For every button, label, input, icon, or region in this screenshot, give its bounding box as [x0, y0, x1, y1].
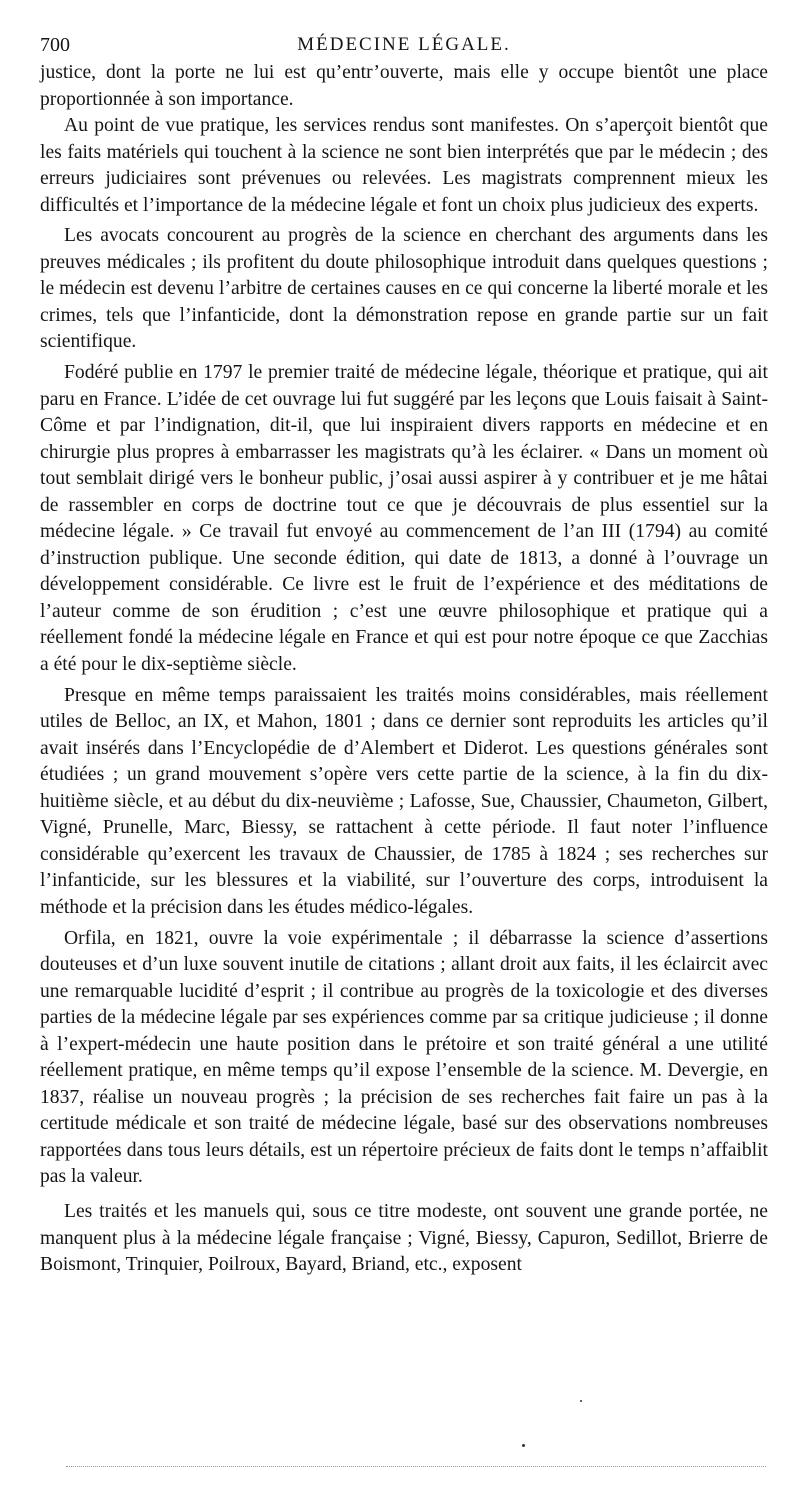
paragraph-fodere: Fodéré publie en 1797 le premier traité de médecine légale, théorique et pratique, qui ait paru en France. L’idée de cet ouvrage lui fut suggéré par les leçons que Louis faisait à Saint-Côme et par l’indignation, dit-il, que lui inspiraient divers rapports en médecine et en chirurgie plus propres à embarrasser les magistrats qu’à les éclairer. « Dans un moment où tout semblait dirigé vers le bonheur public, j’osai aussi aspirer à y contribuer et je me hâtai de rassembler en corps de doctrine tout ce que je découvrais de plus essentiel sur la médecine légale. » Ce travail fut envoyé au commencement de l’an III (1794) au comité d’instruction publique. Une seconde édition, qui date de 1813, a donné à l’ouvrage un développement considérable. Ce livre est le fruit de l’expérience et des méditations de l’auteur comme de son érudition ; c’est une œuvre philosophique et pratique qui a réellement fondé la médecine légale en France et qui est pour notre époque ce que Zacchias a été pour le dix-septième siècle. — [40, 362, 768, 676]
bottom-dotted-rule — [66, 1466, 766, 1467]
print-speck — [580, 1400, 582, 1402]
body-text — [40, 60, 768, 1279]
paragraph-belloc-mahon: Presque en même temps paraissaient les traités moins considérables, mais réellement utiles de Belloc, an IX, et Mahon, 1801 ; dans ce dernier sont reproduits les articles qu’il avait insérés dans l’Encyclopédie de d’Alembert et Diderot. Les questions générales sont étudiées ; un grand mouvement s’opère vers cette partie de la science, à la fin du dix-huitième siècle, et au début du dix-neuvième ; Lafosse, Sue, Chaussier, Chaumeton, Gilbert, Vigné, Prunelle, Marc, Biessy, se rattachent à cette période. Il faut noter l’influence considérable qu’exercent les travaux de Chaussier, de 1785 à 1824 ; ses recherches sur l’infanticide, sur les blessures et la viabilité, sur l’ouverture des corps, introduisent la méthode et la précision dans les études médico-légales. — [40, 684, 768, 918]
paragraph-continuation: justice, dont la porte ne lui est qu’entr’ouverte, mais elle y occupe bientôt une place proportionnée à son importance. — [40, 62, 768, 110]
page — [40, 30, 768, 1279]
running-title: MÉDECINE LÉGALE. — [297, 34, 511, 55]
paragraph-avocats: Les avocats concourent au progrès de la science en cherchant des arguments dans les preuves médicales ; ils profitent du doute philosophique introduit dans quelques questions ; le médecin est devenu l’arbitre de certaines causes en ce qui concerne la liberté morale et les crimes, tels que l’infanticide, dont la démonstration repose en grande partie sur un fait scientifique. — [40, 225, 768, 353]
page-number: 700 — [40, 34, 70, 56]
paragraph-services: Au point de vue pratique, les services rendus sont manifestes. On s’aperçoit bientôt que les faits matériels qui touchent à la science ne sont bien interprétés que par le médecin ; des erreurs judiciaires sont prévenues ou relevées. Les magistrats comprennent mieux les difficultés et l’importance de la médecine légale et font un choix plus judicieux des experts. — [40, 115, 768, 216]
paragraph-traites: Les traités et les manuels qui, sous ce titre modeste, ont souvent une grande portée, ne manquent plus à la médecine légale française ; Vigné, Biessy, Capuron, Sedillot, Brierre de Boismont, Trinquier, Poilroux, Bayard, Briand, etc., exposent — [40, 1200, 768, 1276]
running-head — [40, 30, 768, 60]
print-speck — [522, 1444, 525, 1447]
paragraph-orfila: Orfila, en 1821, ouvre la voie expérimentale ; il débarrasse la science d’assertions douteuses et d’un luxe souvent inutile de citations ; allant droit aux faits, il les éclaircit avec une remarquable lucidité d’esprit ; il contribue au progrès de la toxicologie et des diverses parties de la médecine légale par ses expériences comme par sa critique judicieuse ; il donne à l’expert-médecin une haute position dans le prétoire et son traité général a une utilité réellement pratique, en même temps qu’il expose l’ensemble de la science. M. Devergie, en 1837, réalise un nouveau progrès ; la précision de ses recherches fait faire un pas à la certitude médicale et son traité de médecine légale, basé sur des observations nombreuses rapportées dans tous leurs détails, est un répertoire précieux de faits dont le temps n’affaiblit pas la valeur. — [40, 927, 768, 1188]
